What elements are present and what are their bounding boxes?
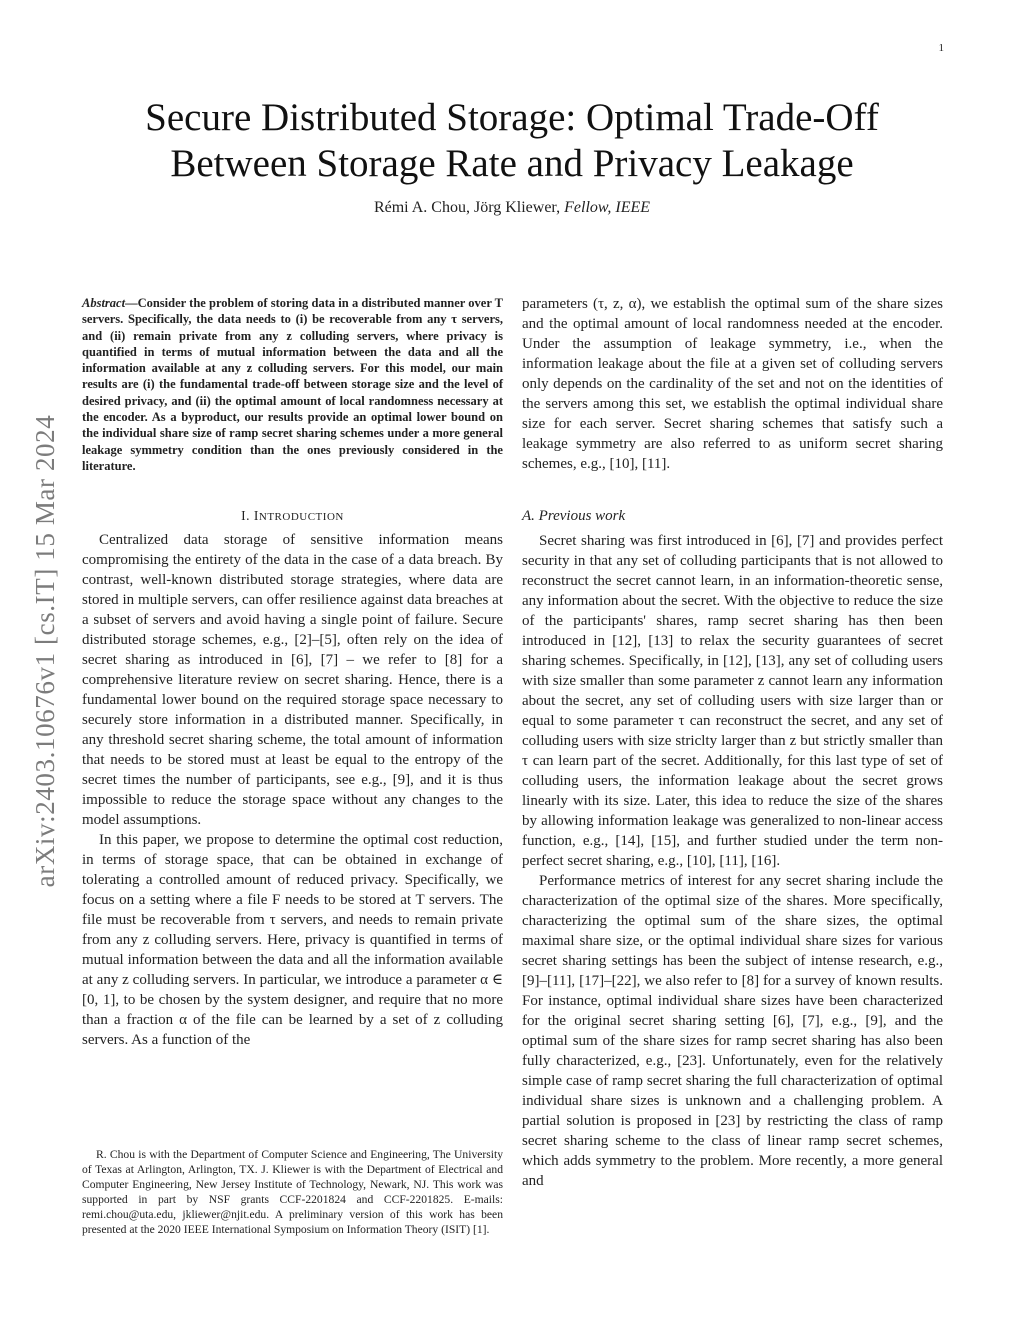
author-names: Rémi A. Chou, Jörg Kliewer, bbox=[373, 199, 561, 216]
author-list bbox=[80, 199, 944, 217]
title-line-2: Between Storage Rate and Privacy Leakage bbox=[170, 142, 854, 185]
previous-work-paragraph-1: Secret sharing was first introduced in [6], [7] and provides perfect security in that any set of colluding participants that is not allowed to reconstruct the secret cannot learn, in an information-theoretic sense, any information about the secret. With the objective to reduce the size of the participants' shares, ramp secret sharing has then been introduced in [12], [13] to relax the security guarantees of secret sharing schemes. Specifically, in [12], [13], any set of colluding users with size smaller than some parameter z cannot learn any information about the secret, any set of colluding users with size larger than or equal to some parameter τ can reconstruct the secret, and any set of colluding users with size striclty larger than z but strictly smaller than τ can learn part of the secret. Additionally, for this last type of set of colluding users, the information leakage about the secret grows linearly with its size. Later, this idea to reduce the size of the shares by allowing information leakage was generalized to non-linear access function, e.g., [14], [15], and further studied under the term non-perfect secret sharing, e.g., [10], [11], [16]. bbox=[522, 533, 943, 869]
section-title-rest: NTRODUCTION bbox=[258, 511, 344, 524]
section-number: I. bbox=[241, 508, 251, 524]
section-title-first: I bbox=[253, 508, 259, 524]
right-column bbox=[522, 294, 943, 1191]
abstract-label: Abstract bbox=[82, 296, 126, 310]
author-footnote: R. Chou is with the Department of Computer Science and Engineering, The University of Texas at Arlington, Arlington, TX. J. Kliewer is with the Department of Electrical and Computer Engineering, New Jersey Institute of Technology, Newark, NJ. This work was supported in part by NSF grants CCF-2201824 and CCF-2201825. E-mails: remi.chou@uta.edu, jkliewer@njit.edu. A preliminary version of this work has been presented at the 2020 IEEE International Symposium on Information Theory (ISIT) [1]. bbox=[82, 1148, 503, 1236]
author-fellow: Fellow, IEEE bbox=[564, 199, 651, 216]
abstract-text: —Consider the problem of storing data in a distributed manner over T servers. Specifically, the data needs to (i) be recoverable from any τ servers, and (ii) remain private from any z colluding servers, where privacy is quantified in terms of mutual information between the data and all the information available at any z colluding servers. For this model, our main results are (i) the fundamental trade-off between storage size and the level of desired privacy, and (ii) the optimal amount of local randomness necessary at the encoder. As a byproduct, our results provide an optimal lower bound on the individual share size of ramp secret sharing schemes under a more general leakage symmetry condition than the ones previously considered in the literature. bbox=[82, 296, 503, 473]
paper-title bbox=[80, 95, 944, 187]
intro-paragraph-continued: parameters (τ, z, α), we establish the optimal sum of the share sizes and the optimal amount of local randomness needed at the encoder. Under the assumption of leakage symmetry, i.e., when the information leakage about the file at a given set of colluding servers only depends on the cardinality of the set and not on the identities of the servers among this set, we establish the optimal individual share size for each server. Secret sharing schemes that satisfy such a leakage symmetry are also referred to as uniform secret sharing schemes, e.g., [10], [11]. bbox=[522, 296, 943, 472]
intro-paragraph-1: Centralized data storage of sensitive information means compromising the entirety of the data in the case of a data breach. By contrast, well-known distributed storage strategies, where data are stored in multiple servers, can offer resilience against data breaches at a subset of servers and avoid having a single point of failure. Secure distributed storage schemes, e.g., [2]–[5], often rely on the idea of secret sharing as introduced in [6], [7] – we refer to [8] for a comprehensive literature review on secret sharing. Hence, there is a fundamental lower bound on the required storage space necessary to securely store information in a distributed manner. Specifically, in any threshold secret sharing scheme, the total amount of information that needs to be stored must at least be equal to the entropy of the secret times the number of participants, see e.g., [9], and it is thus impossible to reduce the storage space without any changes to the model assumptions. bbox=[82, 532, 503, 829]
previous-work-paragraph-2: Performance metrics of interest for any secret sharing include the characterization of the optimal size of the shares. More specifically, characterizing the optimal sum of the share sizes, the optimal maximal share size, or the optimal individual share sizes for various secret sharing settings has been the subject of intense research, e.g., [9]–[11], [17]–[22], we also refer to [8] for a survey of known results. For instance, optimal individual share sizes have been characterized for the original secret sharing setting [6], [7], e.g., [9], and the optimal sum of the share sizes for ramp secret sharing has also been fully characterized, e.g., [23]. Unfortunately, even for the relatively simple case of ramp secret sharing the full characterization of optimal individual share sizes is unknown and a challenging problem. A partial solution is proposed in [23] by restricting the class of ramp secret sharing scheme to the class of linear ramp secret schemes, which adds symmetry to the problem. More recently, a more general and bbox=[522, 873, 943, 1189]
abstract bbox=[82, 295, 503, 474]
intro-paragraph-2: In this paper, we propose to determine the optimal cost reduction, in terms of storage space, that can be obtained in exchange of tolerating a controlled amount of reduced privacy. Specifically, we focus on a setting where a file F needs to be stored at T servers. The file must be recoverable from τ servers, and needs to remain private from any z colluding servers. Here, privacy is quantified in terms of mutual information between the data and all the information available at any z colluding servers. In particular, we introduce a parameter α ∈ [0, 1], to be chosen by the system designer, and require that no more than a fraction α of the file can be learned by a set of z colluding servers. As a function of the bbox=[82, 832, 503, 1049]
left-column bbox=[82, 295, 503, 1050]
subsection-heading-previous-work: A. Previous work bbox=[522, 508, 626, 524]
arxiv-stamp: arXiv:2403.10676v1 [cs.IT] 15 Mar 2024 bbox=[30, 414, 60, 888]
section-heading-introduction bbox=[82, 508, 503, 524]
title-line-1: Secure Distributed Storage: Optimal Trade-Off bbox=[145, 96, 879, 139]
page-number: 1 bbox=[938, 42, 944, 54]
